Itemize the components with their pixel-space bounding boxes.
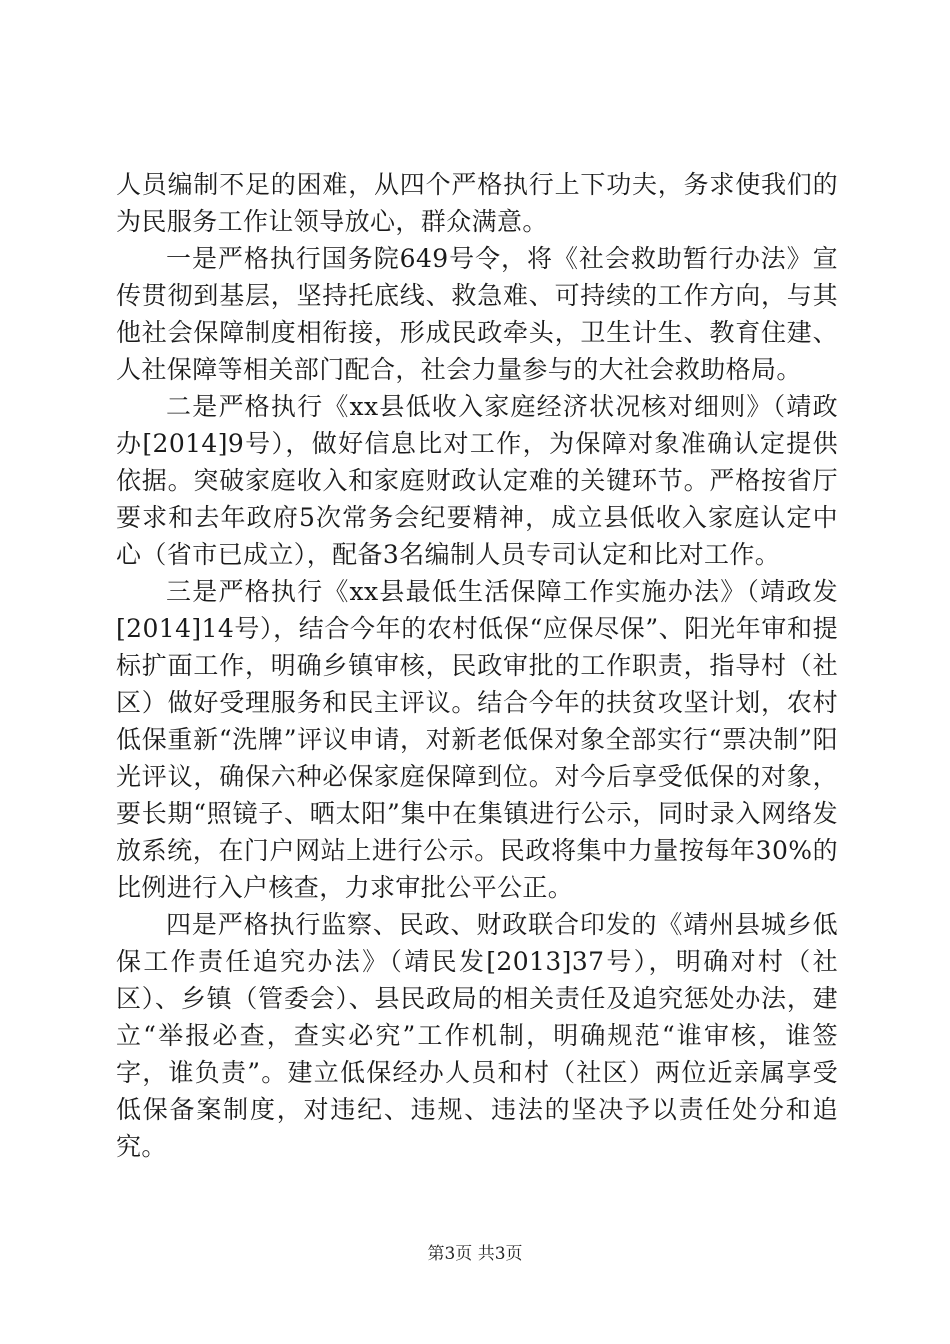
paragraph-item-two: 二是严格执行《xx县低收入家庭经济状况核对细则》（靖政办[2014]9号），做好信息比对工作，为保障对象准确认定提供依据。突破家庭收入和家庭财政认定难的关键环节。严格按省厅要求和去年政府5次常务会纪要精神，成立县低收入家庭认定中心（省市已成立），配备3名编制人员专司认定和比对工作。: [116, 392, 838, 569]
paragraph-continuation: 人员编制不足的困难，从四个严格执行上下功夫，务求使我们的为民服务工作让领导放心，群众满意。: [116, 170, 838, 236]
page-number-footer: 第3页 共3页: [427, 1244, 523, 1264]
paragraph-item-three: 三是严格执行《xx县最低生活保障工作实施办法》（靖政发[2014]14号），结合今年的农村低保“应保尽保”、阳光年审和提标扩面工作，明确乡镇审核，民政审批的工作职责，指导村（社区）做好受理服务和民主评议。结合今年的扶贫攻坚计划，农村低保重新“洗牌”评议申请，对新老低保对象全部实行“票决制”阳光评议，确保六种必保家庭保障到位。对今后享受低保的对象，要长期“照镜子、晒太阳”集中在集镇进行公示，同时录入网络发放系统，在门户网站上进行公示。民政将集中力量按每年30%的比例进行入户核查，力求审批公平公正。: [116, 577, 838, 902]
paragraph-item-one: 一是严格执行国务院649号令，将《社会救助暂行办法》宣传贯彻到基层，坚持托底线、救急难、可持续的工作方向，与其他社会保障制度相衔接，形成民政牵头，卫生计生、教育住建、人社保障等相关部门配合，社会力量参与的大社会救助格局。: [116, 244, 838, 384]
paragraph-item-four: 四是严格执行监察、民政、财政联合印发的《靖州县城乡低保工作责任追究办法》（靖民发[2013]37号），明确对村（社区）、乡镇（管委会）、县民政局的相关责任及追究惩处办法，建立“举报必查，查实必究”工作机制，明确规范“谁审核，谁签字，谁负责”。建立低保经办人员和村（社区）两位近亲属享受低保备案制度，对违纪、违规、违法的坚决予以责任处分和追究。: [116, 910, 838, 1161]
document-body: [116, 166, 838, 1165]
